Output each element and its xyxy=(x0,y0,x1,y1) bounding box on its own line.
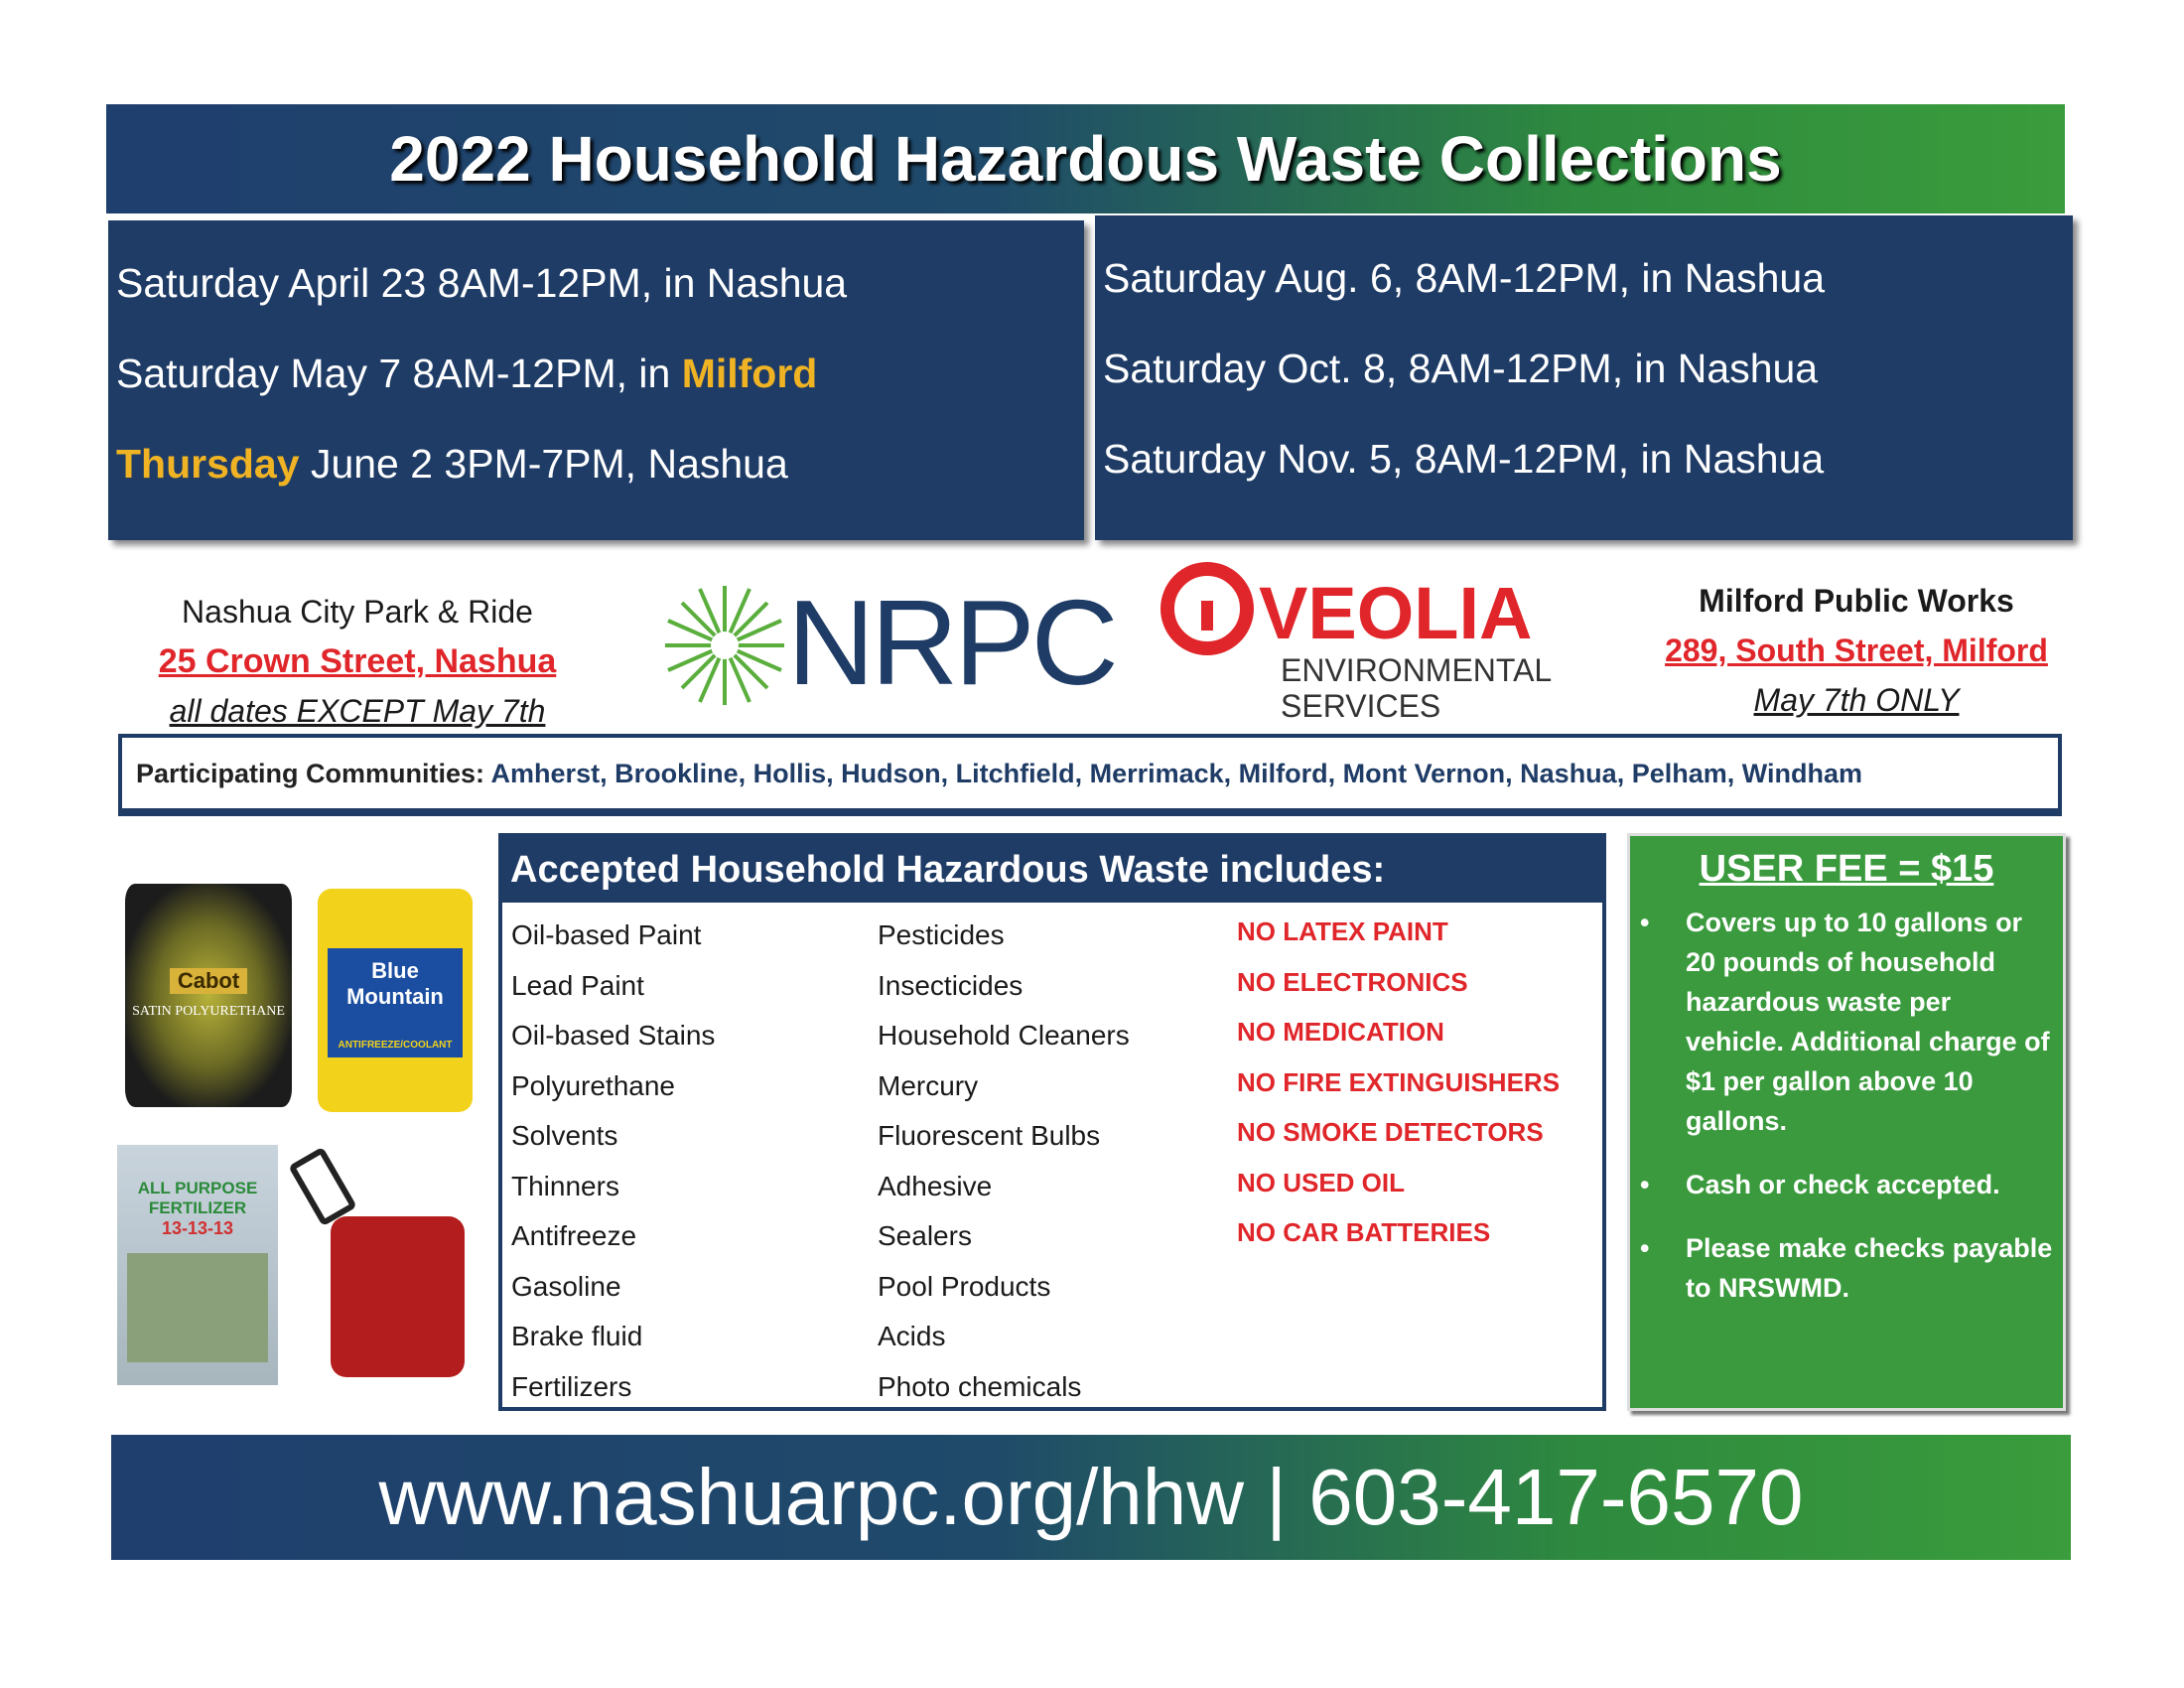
accepted-item: Insecticides xyxy=(878,969,1024,1001)
veolia-icon xyxy=(1160,561,1259,660)
site-note: May 7th ONLY xyxy=(1753,682,1960,718)
accepted-item: Sealers xyxy=(878,1220,972,1251)
date-item xyxy=(116,329,1084,419)
bag-picture xyxy=(127,1253,268,1362)
excluded-item: NO ELECTRONICS xyxy=(1237,966,1468,997)
can-sublabel: SATIN POLYURETHANE xyxy=(132,1004,285,1019)
sunburst-icon xyxy=(660,581,789,710)
veolia-wordmark: VEOLIA xyxy=(1259,572,1533,654)
site-name: Milford Public Works xyxy=(1699,583,2014,619)
fee-item: • Covers up to 10 gallons or 20 pounds of household hazardous waste per vehicle. Additional charge of $1 per gallon above 10 gallons. xyxy=(1630,903,2063,1141)
site-note: all dates EXCEPT May 7th xyxy=(169,693,546,729)
veolia-subtitle xyxy=(1281,652,1552,724)
communities-text xyxy=(136,758,1862,789)
site-address: 289, South Street, Milford xyxy=(1665,633,2048,668)
excluded-item: NO FIRE EXTINGUISHERS xyxy=(1237,1066,1561,1097)
jug-label xyxy=(328,948,463,1057)
accepted-item: Acids xyxy=(878,1321,946,1351)
date-item: Saturday Nov. 5, 8AM-12PM, in Nashua xyxy=(1103,436,1825,482)
jug-brand: Blue Mountain xyxy=(346,958,444,1009)
gas-can-image xyxy=(331,1216,465,1377)
communities-label: Participating Communities: xyxy=(136,758,485,788)
date-highlight: Thursday xyxy=(116,441,300,487)
fee-list xyxy=(1630,903,2063,1308)
accepted-item: Fertilizers xyxy=(511,1370,632,1402)
accepted-item: Mercury xyxy=(878,1069,979,1101)
accepted-item: Adhesive xyxy=(878,1170,993,1201)
communities-list: Amherst, Brookline, Hollis, Hudson, Litchfield, Merrimack, Milford, Mont Vernon, Nashua, Pelham, Windham xyxy=(490,758,1862,788)
date-text: Saturday April 23 8AM-12PM, in Nashua xyxy=(116,260,848,306)
accepted-item: Polyurethane xyxy=(511,1069,676,1101)
excluded-item: NO MEDICATION xyxy=(1237,1017,1444,1047)
can-label: Cabot xyxy=(170,968,247,994)
footer-contact: www.nashuarpc.org/hhw | 603-417-6570 xyxy=(111,1435,2071,1560)
accepted-item: Antifreeze xyxy=(511,1220,637,1251)
veolia-sub: SERVICES xyxy=(1281,688,1441,724)
date-item: Saturday Oct. 8, 8AM-12PM, in Nashua xyxy=(1103,346,1819,391)
fee-item: • Please make checks payable to NRSWMD. xyxy=(1630,1228,2063,1308)
date-highlight: Milford xyxy=(681,351,818,396)
accepted-item: Thinners xyxy=(511,1170,619,1201)
site-address: 25 Crown Street, Nashua xyxy=(158,642,557,680)
bag-sublabel: 13-13-13 xyxy=(161,1218,234,1238)
nrpc-wordmark: NRPC xyxy=(787,575,1115,710)
antifreeze-jug-image xyxy=(318,889,473,1112)
jug-sub: ANTIFREEZE/COOLANT xyxy=(338,1040,453,1051)
date-item xyxy=(116,419,1084,509)
excluded-item: NO SMOKE DETECTORS xyxy=(1237,1117,1544,1147)
veolia-sub: ENVIRONMENTAL xyxy=(1281,652,1553,688)
gas-can-spout xyxy=(288,1147,357,1227)
accepted-item: Fluorescent Bulbs xyxy=(878,1120,1101,1151)
veolia-logo xyxy=(1160,561,1616,724)
excluded-item: NO CAR BATTERIES xyxy=(1237,1217,1491,1247)
excluded-col xyxy=(1237,907,1560,1258)
accepted-item: Pesticides xyxy=(878,919,1005,950)
fee-title: USER FEE = $15 xyxy=(1699,848,1994,890)
date-text: Saturday May 7 8AM-12PM, in xyxy=(116,351,682,396)
dates-left xyxy=(108,220,1084,540)
accepted-item: Pool Products xyxy=(878,1270,1051,1302)
accepted-item: Solvents xyxy=(511,1120,618,1151)
fertilizer-bag-image xyxy=(117,1145,278,1385)
accepted-item: Oil-based Paint xyxy=(511,919,702,950)
fee-item: • Cash or check accepted. xyxy=(1630,1165,2063,1204)
date-text: June 2 3PM-7PM, Nashua xyxy=(299,441,788,487)
site-name: Nashua City Park & Ride xyxy=(182,594,533,630)
bag-label: ALL PURPOSE FERTILIZER xyxy=(137,1179,258,1217)
accepted-item: Photo chemicals xyxy=(878,1370,1082,1402)
accepted-item: Oil-based Stains xyxy=(511,1020,716,1051)
nrpc-logo xyxy=(660,575,1115,710)
accepted-waste-box xyxy=(498,833,1606,1411)
page-title: 2022 Household Hazardous Waste Collections xyxy=(106,104,2065,213)
excluded-item: NO USED OIL xyxy=(1237,1167,1406,1197)
accepted-item: Gasoline xyxy=(511,1270,621,1302)
paint-can-image xyxy=(125,884,292,1107)
accepted-item: Brake fluid xyxy=(511,1321,643,1351)
accepted-col-1 xyxy=(511,911,715,1412)
nashua-site xyxy=(109,587,606,736)
excluded-item: NO LATEX PAINT xyxy=(1237,916,1448,946)
accepted-col-2 xyxy=(878,911,1130,1412)
accepted-item: Lead Paint xyxy=(511,969,644,1001)
date-item: Saturday Aug. 6, 8AM-12PM, in Nashua xyxy=(1103,255,1826,301)
user-fee-box xyxy=(1627,833,2066,1411)
accepted-header: Accepted Household Hazardous Waste includes: xyxy=(502,837,1602,903)
date-item xyxy=(116,238,1084,329)
milford-site xyxy=(1638,576,2075,725)
participating-communities xyxy=(118,734,2062,812)
accepted-item: Household Cleaners xyxy=(878,1020,1130,1051)
dates-right xyxy=(1095,215,2073,540)
